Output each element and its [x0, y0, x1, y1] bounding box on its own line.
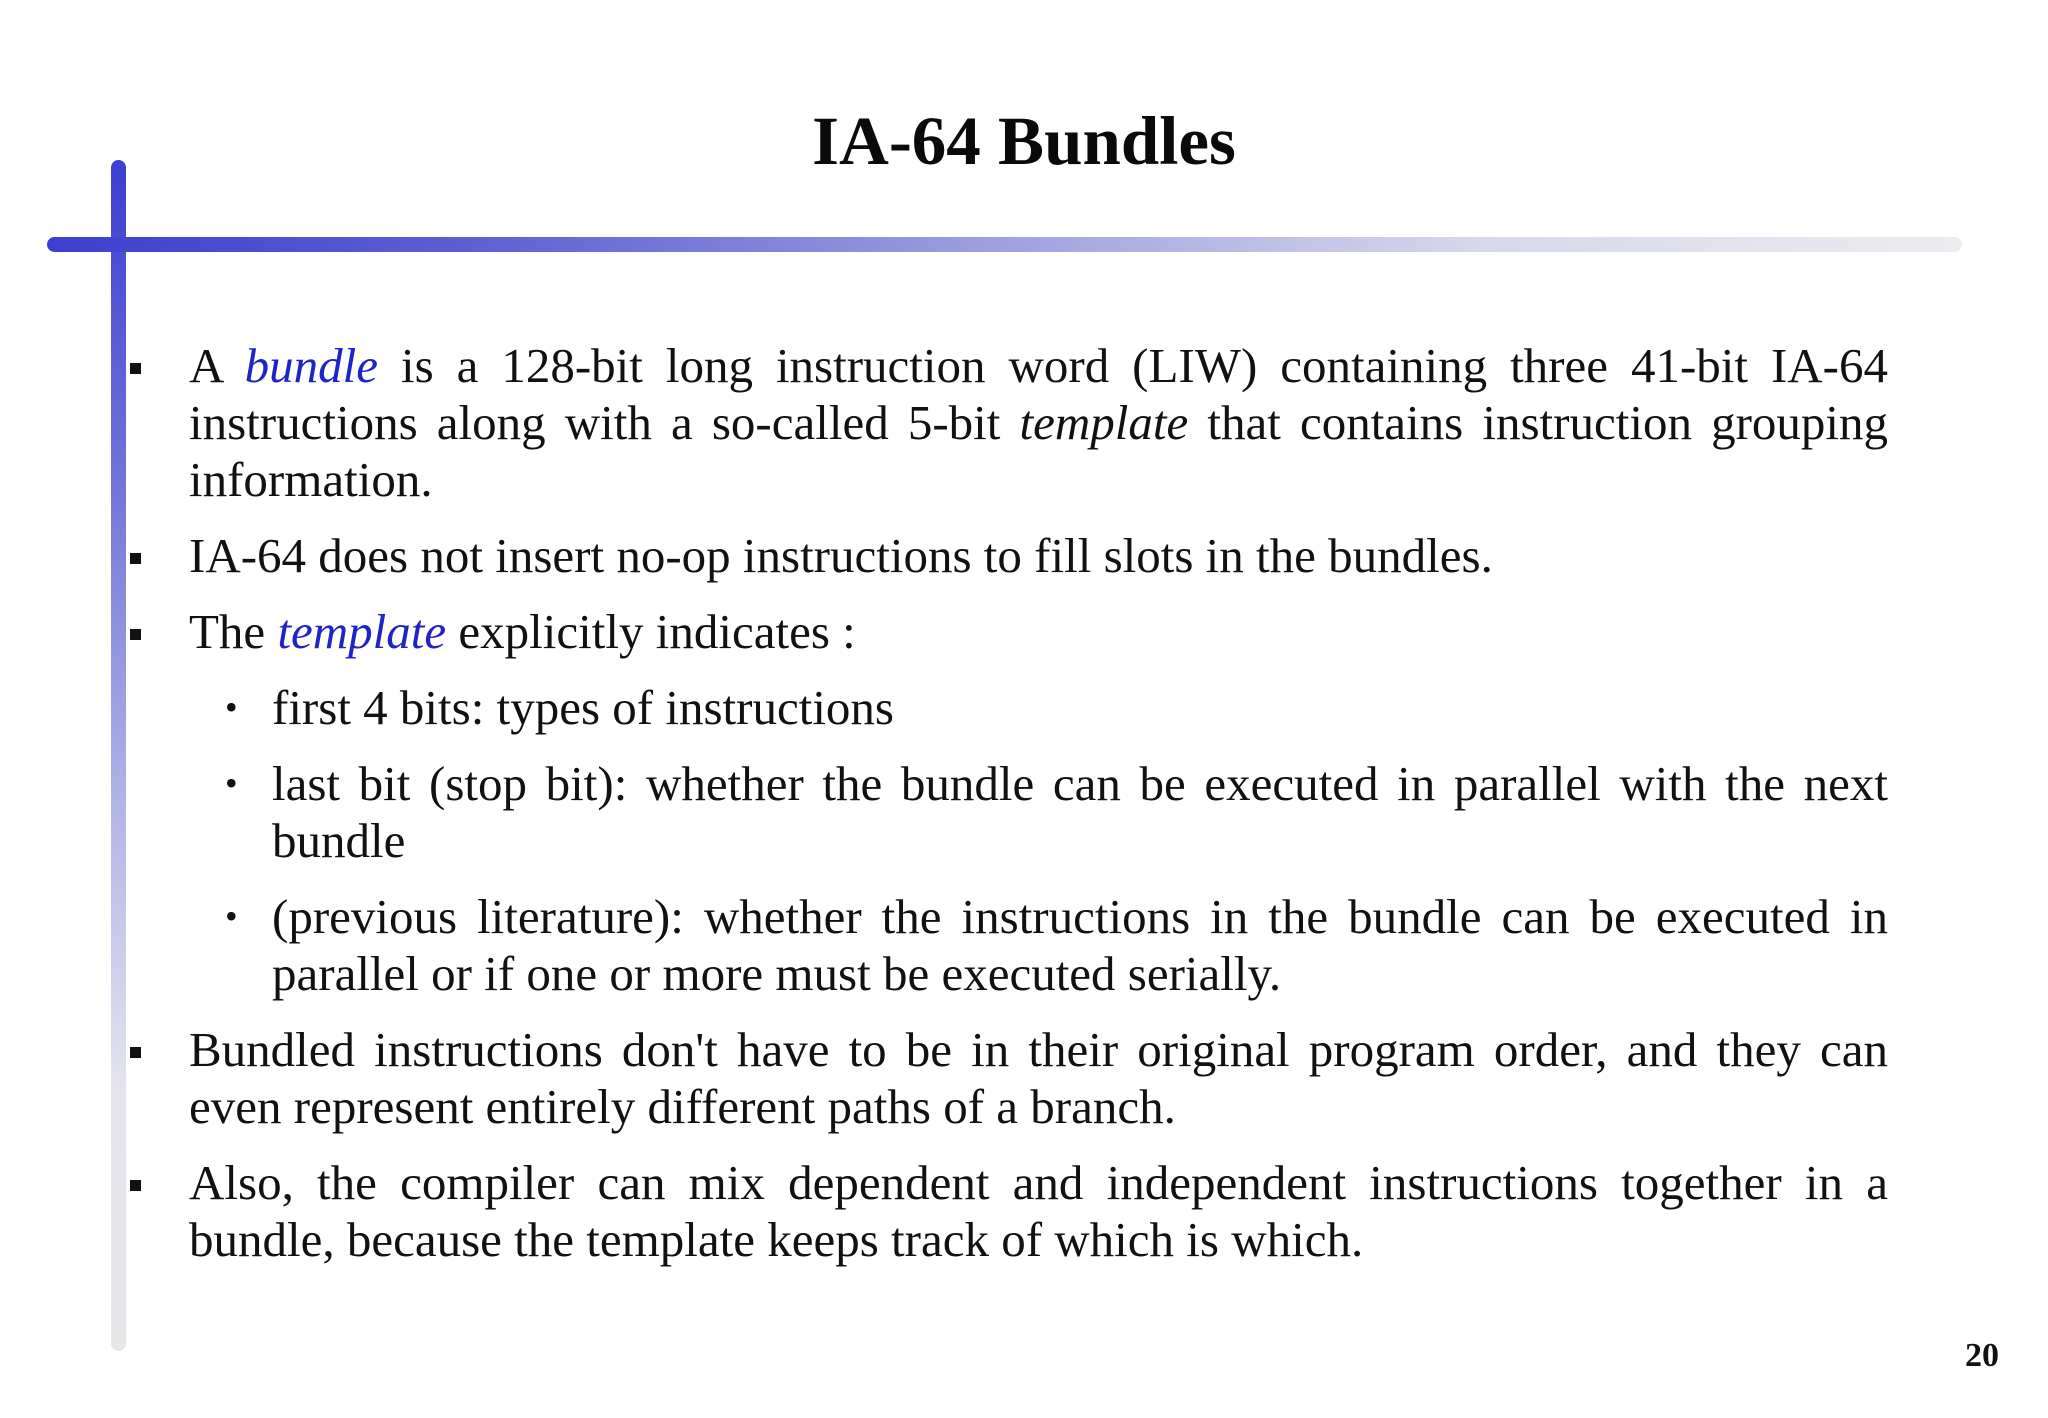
square-bullet-icon — [130, 553, 141, 564]
horizontal-accent-bar — [47, 237, 1962, 252]
square-bullet-icon — [130, 1047, 141, 1058]
dot-bullet-icon: • — [225, 687, 238, 727]
page-number: 20 — [1965, 1337, 1999, 1374]
term-bundle: bundle — [244, 338, 379, 393]
bullet-text: A — [189, 338, 245, 393]
square-bullet-icon — [130, 629, 141, 640]
bullet-item-compiler-mix — [130, 1154, 1888, 1268]
vertical-accent-bar — [111, 160, 126, 1351]
bullet-text: explicitly indicates : — [446, 604, 856, 659]
square-bullet-icon — [130, 1180, 141, 1191]
bullet-text: IA-64 does not insert no-op instructions to fill slots in the bundles. — [189, 528, 1493, 583]
bullet-item-bundle-definition — [130, 337, 1888, 508]
sub-bullet-item — [130, 679, 1888, 736]
dot-bullet-icon: • — [225, 896, 238, 936]
sub-bullet-text: (previous literature): whether the instructions in the bundle can be executed in parallel or if one or more must be executed serially. — [272, 889, 1888, 1001]
square-bullet-icon — [130, 363, 141, 374]
term-template: template — [1019, 395, 1189, 450]
term-template-highlight: template — [277, 604, 447, 659]
bullet-item-template — [130, 603, 1888, 660]
bullet-text: that contains instruction grouping information. — [189, 395, 1888, 507]
bullet-text: Bundled instructions don't have to be in their original program order, and they can even represent entirely different paths of a branch. — [189, 1022, 1888, 1134]
bullet-text: Also, the compiler can mix dependent and independent instructions together in a bundle, because the template keeps track of which is which. — [189, 1155, 1888, 1267]
slide-title: IA-64 Bundles — [812, 103, 1236, 179]
bullet-text: is a 128-bit long instruction word (LIW) containing three 41-bit IA-64 instructions along with a so-called 5-bit — [189, 338, 1888, 450]
bullet-item-program-order — [130, 1021, 1888, 1135]
sub-bullet-text: last bit (stop bit): whether the bundle can be executed in parallel with the next bundle — [272, 756, 1888, 868]
bullet-text: The — [189, 604, 278, 659]
sub-bullet-item — [130, 755, 1888, 869]
bullet-list — [130, 337, 1888, 1287]
sub-bullet-text: first 4 bits: types of instructions — [272, 680, 894, 735]
sub-bullet-item — [130, 888, 1888, 1002]
bullet-item-no-op — [130, 527, 1888, 584]
dot-bullet-icon: • — [225, 763, 238, 803]
